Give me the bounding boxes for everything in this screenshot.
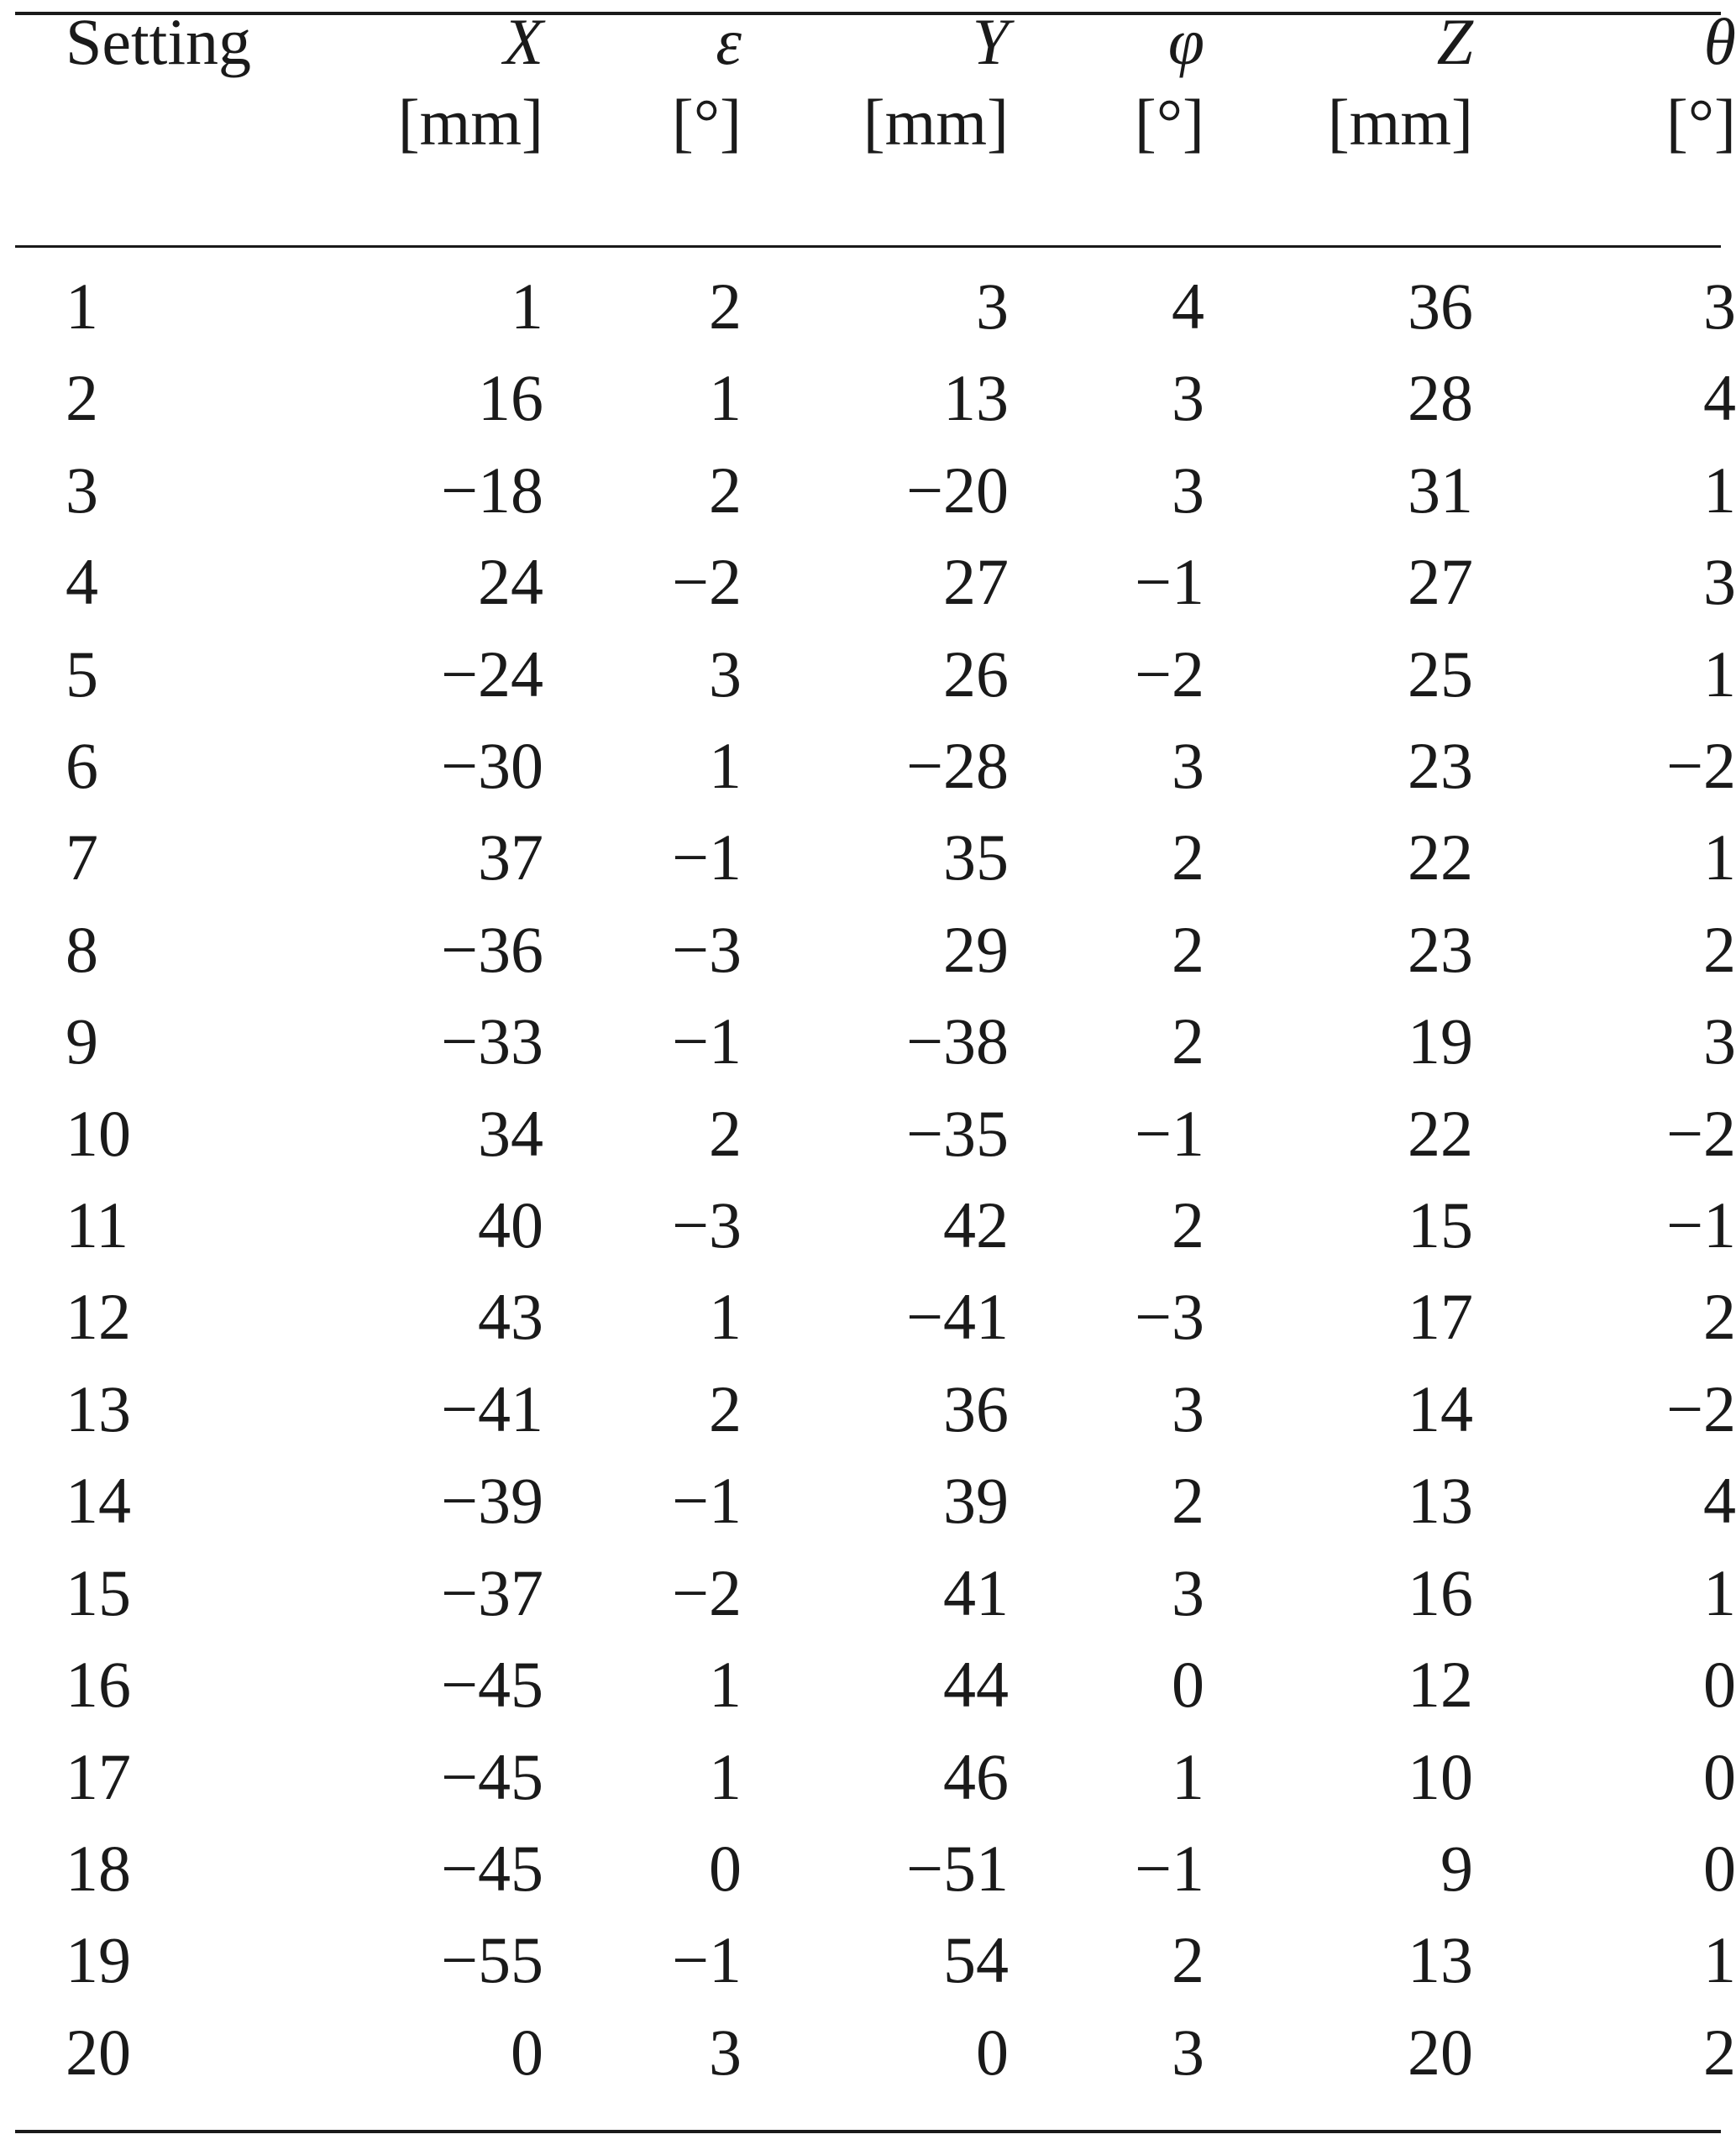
table-row [0,720,1736,811]
cell-phi: −3 [1135,1280,1204,1354]
cell-y: 35 [943,821,1009,894]
unit-theta: [°] [1665,86,1736,159]
cell-setting: 9 [66,1004,98,1078]
table-row [0,1271,1736,1362]
cell-theta: 0 [1703,1739,1736,1813]
cell-epsilon: 1 [709,1280,742,1354]
cell-epsilon: −1 [672,1464,742,1538]
cell-epsilon: −2 [672,1555,742,1629]
table-row [0,904,1736,995]
cell-z: 13 [1408,1464,1473,1538]
cell-phi: 2 [1172,1923,1204,1997]
cell-z: 28 [1408,361,1473,435]
cell-theta: 2 [1703,912,1736,986]
table-row [0,1455,1736,1546]
cell-setting: 2 [66,361,98,435]
table-row [0,2006,1736,2098]
cell-setting: 12 [66,1280,131,1354]
cell-epsilon: 2 [709,270,742,343]
table-row [0,1363,1736,1455]
cell-x: −45 [441,1739,543,1813]
cell-phi: 3 [1172,1555,1204,1629]
cell-y: −51 [906,1831,1009,1905]
table-row [0,811,1736,903]
cell-epsilon: 1 [709,729,742,803]
cell-phi: 2 [1172,912,1204,986]
cell-epsilon: 1 [709,1739,742,1813]
cell-y: −20 [906,453,1009,527]
cell-y: 44 [943,1648,1009,1722]
cell-epsilon: 1 [709,1648,742,1722]
table-row [0,1822,1736,1914]
cell-setting: 11 [66,1188,129,1262]
header-setting: Setting [66,5,252,78]
cell-y: 41 [943,1555,1009,1629]
table-row [0,1547,1736,1639]
table-row [0,1088,1736,1179]
cell-setting: 16 [66,1648,131,1722]
cell-y: −28 [906,729,1009,803]
cell-phi: 0 [1172,1648,1204,1722]
table-row [0,1639,1736,1730]
cell-z: 23 [1408,729,1473,803]
cell-y: 27 [943,545,1009,619]
cell-z: 31 [1408,453,1473,527]
cell-theta: 3 [1703,545,1736,619]
cell-z: 25 [1408,637,1473,711]
cell-z: 20 [1408,2015,1473,2089]
cell-theta: 1 [1703,453,1736,527]
cell-phi: 2 [1172,821,1204,894]
cell-setting: 8 [66,912,98,986]
cell-phi: 2 [1172,1004,1204,1078]
cell-theta: 0 [1703,1648,1736,1722]
unit-epsilon: [°] [671,86,742,159]
cell-setting: 18 [66,1831,131,1905]
cell-phi: 4 [1172,270,1204,343]
cell-z: 19 [1408,1004,1473,1078]
cell-x: −37 [441,1555,543,1629]
cell-epsilon: −1 [672,1004,742,1078]
cell-theta: 4 [1703,1464,1736,1538]
cell-setting: 15 [66,1555,131,1629]
cell-phi: −1 [1135,1096,1204,1170]
table-row [0,1731,1736,1822]
table-bottom-rule [15,2130,1721,2133]
cell-epsilon: −3 [672,1188,742,1262]
cell-x: 37 [478,821,543,894]
cell-phi: 3 [1172,2015,1204,2089]
cell-phi: 1 [1172,1739,1204,1813]
cell-phi: 3 [1172,453,1204,527]
cell-y: 42 [943,1188,1009,1262]
cell-x: −24 [441,637,543,711]
cell-x: 24 [478,545,543,619]
cell-z: 9 [1440,1831,1473,1905]
cell-phi: −1 [1135,1831,1204,1905]
cell-x: 0 [511,2015,543,2089]
cell-x: −45 [441,1648,543,1722]
table-row [0,352,1736,443]
cell-z: 17 [1408,1280,1473,1354]
cell-z: 13 [1408,1923,1473,1997]
cell-phi: −2 [1135,637,1204,711]
header-x: X [503,5,543,78]
cell-setting: 17 [66,1739,131,1813]
cell-y: 13 [943,361,1009,435]
cell-epsilon: 2 [709,453,742,527]
cell-z: 10 [1408,1739,1473,1813]
cell-z: 12 [1408,1648,1473,1722]
cell-x: −39 [441,1464,543,1538]
cell-theta: −1 [1666,1188,1736,1262]
cell-epsilon: 3 [709,2015,742,2089]
cell-setting: 7 [66,821,98,894]
cell-setting: 13 [66,1371,131,1445]
cell-epsilon: 2 [709,1096,742,1170]
table-row [0,1179,1736,1271]
cell-epsilon: −1 [672,1923,742,1997]
cell-setting: 14 [66,1464,131,1538]
unit-setting [0,84,302,175]
cell-setting: 19 [66,1923,131,1997]
cell-x: −55 [441,1923,543,1997]
cell-theta: 3 [1703,270,1736,343]
cell-y: 29 [943,912,1009,986]
cell-z: 22 [1408,1096,1473,1170]
cell-x: −36 [441,912,543,986]
cell-x: 16 [478,361,543,435]
cell-phi: 3 [1172,729,1204,803]
cell-theta: 1 [1703,1923,1736,1997]
cell-x: −45 [441,1831,543,1905]
table-row [0,1914,1736,2006]
cell-epsilon: −2 [672,545,742,619]
cell-x: −33 [441,1004,543,1078]
cell-setting: 4 [66,545,98,619]
cell-phi: 3 [1172,361,1204,435]
table-body [0,175,1736,2098]
cell-y: 26 [943,637,1009,711]
cell-phi: 2 [1172,1464,1204,1538]
cell-z: 16 [1408,1555,1473,1629]
cell-theta: −2 [1666,1371,1736,1445]
cell-theta: 3 [1703,1004,1736,1078]
cell-y: 36 [943,1371,1009,1445]
table-row [0,995,1736,1087]
cell-setting: 6 [66,729,98,803]
cell-setting: 5 [66,637,98,711]
unit-z: [mm] [1327,86,1473,159]
header-theta: θ [1703,5,1736,78]
cell-z: 15 [1408,1188,1473,1262]
cell-x: 34 [478,1096,543,1170]
cell-setting: 10 [66,1096,131,1170]
header-y: Y [972,5,1009,78]
cell-theta: 4 [1703,361,1736,435]
cell-setting: 1 [66,270,98,343]
cell-setting: 20 [66,2015,131,2089]
cell-theta: 1 [1703,1555,1736,1629]
cell-epsilon: 1 [709,361,742,435]
cell-theta: −2 [1666,729,1736,803]
unit-y: [mm] [863,86,1009,159]
cell-theta: −2 [1666,1096,1736,1170]
cell-epsilon: 3 [709,637,742,711]
unit-phi: [°] [1134,86,1204,159]
cell-phi: 3 [1172,1371,1204,1445]
cell-x: −41 [441,1371,543,1445]
cell-x: 40 [478,1188,543,1262]
table-row [0,628,1736,720]
cell-theta: 2 [1703,2015,1736,2089]
cell-theta: 1 [1703,821,1736,894]
cell-phi: −1 [1135,545,1204,619]
cell-epsilon: −3 [672,912,742,986]
cell-epsilon: −1 [672,821,742,894]
cell-z: 14 [1408,1371,1473,1445]
header-z: Z [1436,5,1473,78]
cell-z: 36 [1408,270,1473,343]
cell-phi: 2 [1172,1188,1204,1262]
cell-y: −38 [906,1004,1009,1078]
cell-y: 3 [976,270,1009,343]
cell-theta: 1 [1703,637,1736,711]
cell-theta: 0 [1703,1831,1736,1905]
cell-z: 23 [1408,912,1473,986]
cell-x: 43 [478,1280,543,1354]
cell-z: 27 [1408,545,1473,619]
unit-x: [mm] [397,86,543,159]
header-phi: φ [1167,5,1204,78]
cell-epsilon: 0 [709,1831,742,1905]
cell-y: 46 [943,1739,1009,1813]
table-row [0,444,1736,536]
table-header [0,0,1736,175]
cell-y: 39 [943,1464,1009,1538]
cell-theta: 2 [1703,1280,1736,1354]
cell-x: 1 [511,270,543,343]
header-epsilon: ε [716,5,742,78]
cell-y: −41 [906,1280,1009,1354]
table-row [0,260,1736,352]
cell-y: 54 [943,1923,1009,1997]
cell-y: 0 [976,2015,1009,2089]
cell-x: −30 [441,729,543,803]
cell-z: 22 [1408,821,1473,894]
cell-epsilon: 2 [709,1371,742,1445]
cell-setting: 3 [66,453,98,527]
table-row [0,536,1736,627]
cell-y: −35 [906,1096,1009,1170]
cell-x: −18 [441,453,543,527]
